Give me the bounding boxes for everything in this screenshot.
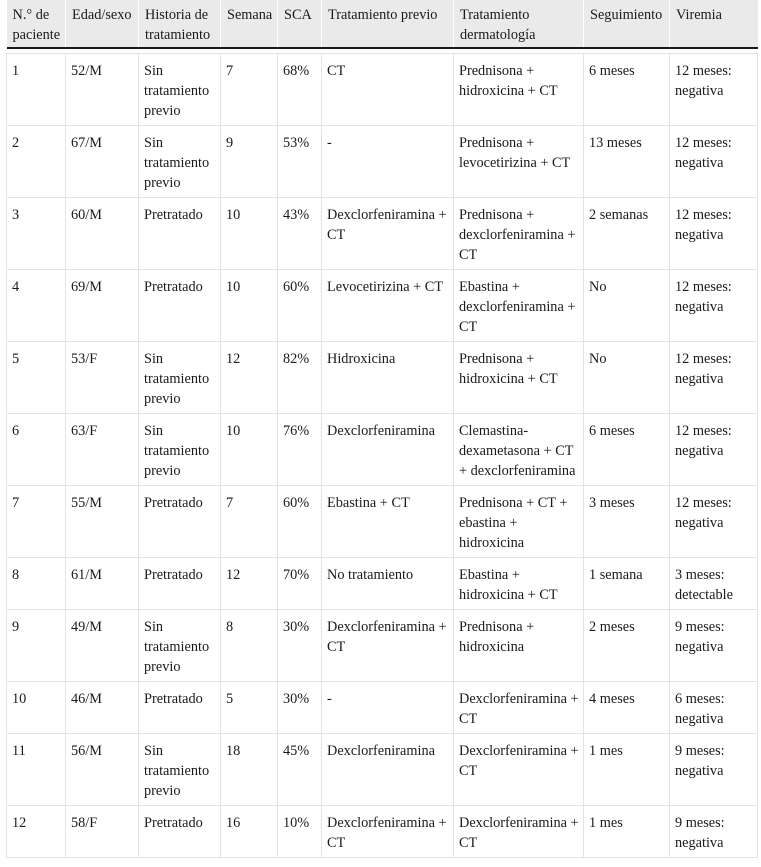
cell-week: 10 xyxy=(221,414,278,486)
cell-sca: 68% xyxy=(278,54,322,126)
cell-viremia: 9 meses: negativa xyxy=(670,610,758,682)
cell-age-sex: 60/M xyxy=(66,198,139,270)
cell-dermatology-treatment: Ebastina + dexclorfeniramina + CT xyxy=(454,270,584,342)
cell-age-sex: 56/M xyxy=(66,734,139,806)
cell-week: 10 xyxy=(221,198,278,270)
cell-viremia: 6 meses: negativa xyxy=(670,682,758,734)
cell-follow-up: 3 meses xyxy=(584,486,670,558)
cell-viremia: 12 meses: negativa xyxy=(670,414,758,486)
cell-treatment-history: Pretratado xyxy=(139,270,221,342)
cell-patient-number: 5 xyxy=(7,342,66,414)
table-row xyxy=(7,610,758,682)
cell-sca: 30% xyxy=(278,610,322,682)
cell-viremia: 12 meses: negativa xyxy=(670,54,758,126)
cell-follow-up: 2 semanas xyxy=(584,198,670,270)
cell-patient-number: 10 xyxy=(7,682,66,734)
cell-treatment-history: Sin tratamiento previo xyxy=(139,342,221,414)
header-viremia: Viremia xyxy=(670,0,758,48)
cell-follow-up: 4 meses xyxy=(584,682,670,734)
header-week: Semana xyxy=(221,0,278,48)
cell-viremia: 12 meses: negativa xyxy=(670,198,758,270)
cell-follow-up: 6 meses xyxy=(584,414,670,486)
cell-treatment-history: Pretratado xyxy=(139,806,221,858)
table-header xyxy=(7,0,758,54)
header-follow-up: Seguimiento xyxy=(584,0,670,48)
cell-previous-treatment: Dexclorfeniramina + CT xyxy=(322,806,454,858)
cell-sca: 30% xyxy=(278,682,322,734)
cell-viremia: 3 meses: detectable xyxy=(670,558,758,610)
cell-treatment-history: Sin tratamiento previo xyxy=(139,610,221,682)
cell-sca: 45% xyxy=(278,734,322,806)
cell-viremia: 9 meses: negativa xyxy=(670,806,758,858)
cell-patient-number: 4 xyxy=(7,270,66,342)
cell-previous-treatment: Dexclorfeniramina + CT xyxy=(322,610,454,682)
cell-treatment-history: Pretratado xyxy=(139,198,221,270)
cell-follow-up: No xyxy=(584,342,670,414)
cell-follow-up: No xyxy=(584,270,670,342)
cell-week: 7 xyxy=(221,54,278,126)
cell-patient-number: 3 xyxy=(7,198,66,270)
cell-follow-up: 13 meses xyxy=(584,126,670,198)
cell-age-sex: 55/M xyxy=(66,486,139,558)
cell-viremia: 12 meses: negativa xyxy=(670,342,758,414)
cell-viremia: 12 meses: negativa xyxy=(670,486,758,558)
cell-age-sex: 58/F xyxy=(66,806,139,858)
table-row xyxy=(7,486,758,558)
cell-treatment-history: Pretratado xyxy=(139,486,221,558)
cell-previous-treatment: Hidroxicina xyxy=(322,342,454,414)
cell-sca: 43% xyxy=(278,198,322,270)
cell-dermatology-treatment: Prednisona + hidroxicina xyxy=(454,610,584,682)
cell-viremia: 12 meses: negativa xyxy=(670,270,758,342)
cell-dermatology-treatment: Ebastina + hidroxicina + CT xyxy=(454,558,584,610)
cell-previous-treatment: - xyxy=(322,682,454,734)
table-body xyxy=(7,54,758,858)
cell-previous-treatment: - xyxy=(322,126,454,198)
cell-dermatology-treatment: Prednisona + levocetirizina + CT xyxy=(454,126,584,198)
cell-previous-treatment: CT xyxy=(322,54,454,126)
cell-patient-number: 9 xyxy=(7,610,66,682)
cell-dermatology-treatment: Dexclorfeniramina + CT xyxy=(454,682,584,734)
cell-age-sex: 69/M xyxy=(66,270,139,342)
cell-age-sex: 63/F xyxy=(66,414,139,486)
cell-follow-up: 6 meses xyxy=(584,54,670,126)
cell-dermatology-treatment: Dexclorfeniramina + CT xyxy=(454,806,584,858)
table-row xyxy=(7,558,758,610)
cell-viremia: 9 meses: negativa xyxy=(670,734,758,806)
cell-treatment-history: Sin tratamiento previo xyxy=(139,54,221,126)
cell-dermatology-treatment: Clemastina-dexametasona + CT + dexclorfeniramina xyxy=(454,414,584,486)
cell-sca: 10% xyxy=(278,806,322,858)
patient-table xyxy=(6,0,758,858)
cell-week: 9 xyxy=(221,126,278,198)
cell-sca: 60% xyxy=(278,486,322,558)
header-row xyxy=(7,0,758,48)
cell-week: 18 xyxy=(221,734,278,806)
header-age-sex: Edad/sexo xyxy=(66,0,139,48)
cell-age-sex: 49/M xyxy=(66,610,139,682)
cell-week: 12 xyxy=(221,558,278,610)
cell-patient-number: 12 xyxy=(7,806,66,858)
table-row xyxy=(7,270,758,342)
cell-follow-up: 2 meses xyxy=(584,610,670,682)
table-row xyxy=(7,682,758,734)
cell-patient-number: 1 xyxy=(7,54,66,126)
header-treatment-history: Historia de tratamiento xyxy=(139,0,221,48)
header-patient-number: N.° de paciente xyxy=(7,0,66,48)
cell-age-sex: 67/M xyxy=(66,126,139,198)
cell-treatment-history: Pretratado xyxy=(139,558,221,610)
cell-dermatology-treatment: Prednisona + dexclorfeniramina + CT xyxy=(454,198,584,270)
cell-week: 5 xyxy=(221,682,278,734)
cell-treatment-history: Sin tratamiento previo xyxy=(139,126,221,198)
cell-treatment-history: Sin tratamiento previo xyxy=(139,734,221,806)
cell-patient-number: 11 xyxy=(7,734,66,806)
cell-previous-treatment: Ebastina + CT xyxy=(322,486,454,558)
cell-sca: 70% xyxy=(278,558,322,610)
cell-week: 8 xyxy=(221,610,278,682)
cell-age-sex: 53/F xyxy=(66,342,139,414)
header-dermatology-treatment: Tratamiento dermatología xyxy=(454,0,584,48)
header-sca: SCA xyxy=(278,0,322,48)
cell-treatment-history: Sin tratamiento previo xyxy=(139,414,221,486)
table-row xyxy=(7,414,758,486)
table-row xyxy=(7,198,758,270)
cell-dermatology-treatment: Dexclorfeniramina + CT xyxy=(454,734,584,806)
cell-week: 12 xyxy=(221,342,278,414)
cell-previous-treatment: Dexclorfeniramina + CT xyxy=(322,198,454,270)
cell-age-sex: 52/M xyxy=(66,54,139,126)
cell-dermatology-treatment: Prednisona + CT + ebastina + hidroxicina xyxy=(454,486,584,558)
cell-week: 16 xyxy=(221,806,278,858)
cell-patient-number: 2 xyxy=(7,126,66,198)
cell-follow-up: 1 semana xyxy=(584,558,670,610)
cell-dermatology-treatment: Prednisona + hidroxicina + CT xyxy=(454,54,584,126)
cell-patient-number: 8 xyxy=(7,558,66,610)
cell-viremia: 12 meses: negativa xyxy=(670,126,758,198)
table-row xyxy=(7,734,758,806)
cell-previous-treatment: Dexclorfeniramina xyxy=(322,414,454,486)
cell-patient-number: 6 xyxy=(7,414,66,486)
cell-sca: 53% xyxy=(278,126,322,198)
cell-sca: 76% xyxy=(278,414,322,486)
cell-week: 7 xyxy=(221,486,278,558)
cell-follow-up: 1 mes xyxy=(584,734,670,806)
cell-dermatology-treatment: Prednisona + hidroxicina + CT xyxy=(454,342,584,414)
cell-sca: 82% xyxy=(278,342,322,414)
table-row xyxy=(7,342,758,414)
cell-sca: 60% xyxy=(278,270,322,342)
table-row xyxy=(7,126,758,198)
cell-patient-number: 7 xyxy=(7,486,66,558)
cell-week: 10 xyxy=(221,270,278,342)
cell-age-sex: 61/M xyxy=(66,558,139,610)
table-row xyxy=(7,54,758,126)
cell-previous-treatment: Levocetirizina + CT xyxy=(322,270,454,342)
cell-follow-up: 1 mes xyxy=(584,806,670,858)
cell-age-sex: 46/M xyxy=(66,682,139,734)
cell-treatment-history: Pretratado xyxy=(139,682,221,734)
cell-previous-treatment: No tratamiento xyxy=(322,558,454,610)
header-previous-treatment: Tratamiento previo xyxy=(322,0,454,48)
cell-previous-treatment: Dexclorfeniramina xyxy=(322,734,454,806)
table-row xyxy=(7,806,758,858)
